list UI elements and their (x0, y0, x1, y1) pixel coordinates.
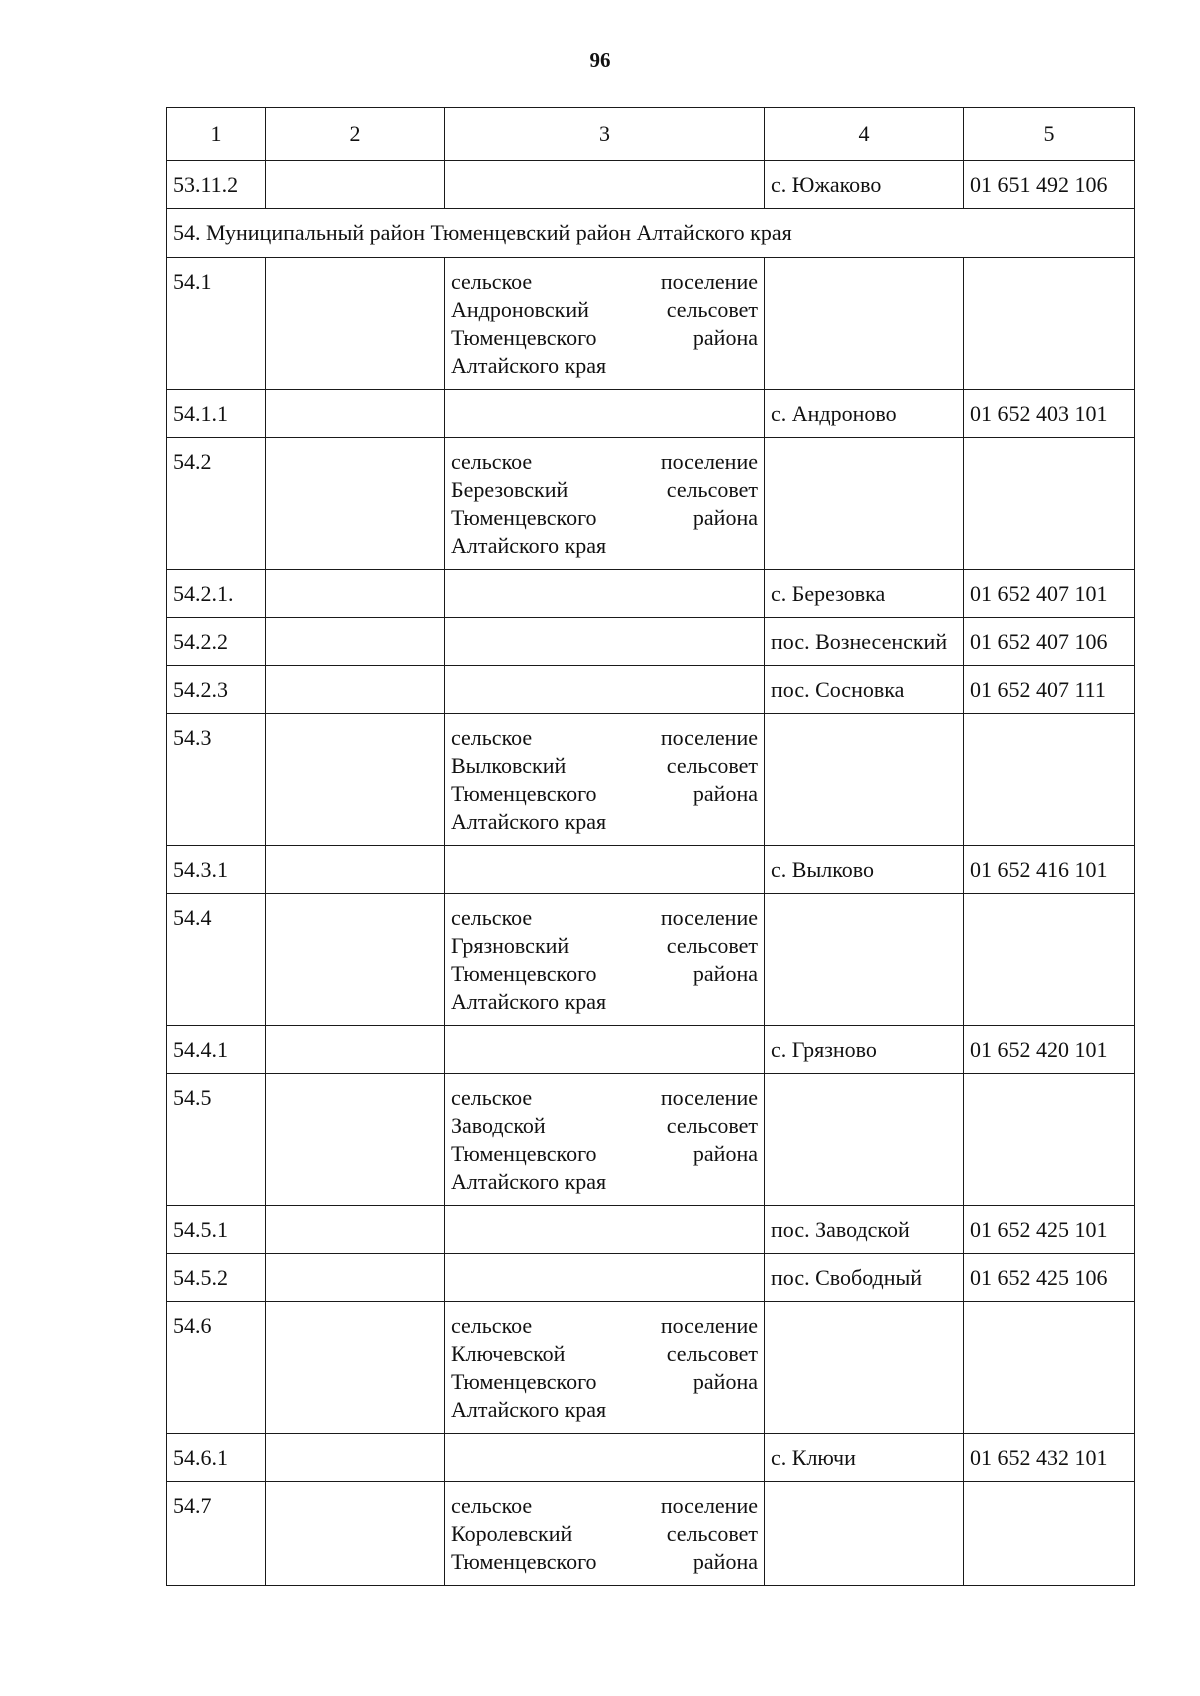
row-okato-code: 01 652 407 106 (964, 618, 1135, 666)
settlement-name-line: Алтайского края (451, 1397, 607, 1422)
row-column-2 (266, 438, 445, 570)
settlement-name-line: Тюменцевского района (451, 505, 758, 530)
row-okato-code: 01 652 432 101 (964, 1434, 1135, 1482)
settlement-name-line: сельское поселение (451, 905, 758, 930)
row-locality: с. Грязново (765, 1026, 964, 1074)
settlement-name-line: Ключевской сельсовет (451, 1341, 758, 1366)
row-column-2 (266, 1254, 445, 1302)
table-row (167, 1482, 1135, 1586)
row-column-2 (266, 1074, 445, 1206)
row-okato-code: 01 652 416 101 (964, 846, 1135, 894)
row-locality: с. Ключи (765, 1434, 964, 1482)
settlement-name-line: Алтайского края (451, 809, 607, 834)
settlement-name-line: Тюменцевского района (451, 781, 758, 806)
district-heading-row (167, 209, 1135, 258)
row-settlement-name (445, 1482, 765, 1586)
row-settlement-name (445, 846, 765, 894)
table-row (167, 258, 1135, 390)
row-settlement-name (445, 570, 765, 618)
row-settlement-name (445, 1254, 765, 1302)
row-okato-code (964, 1302, 1135, 1434)
row-code: 54.4.1 (167, 1026, 266, 1074)
table-header-row (167, 108, 1135, 161)
settlement-name-line: Королевский сельсовет (451, 1521, 758, 1546)
row-okato-code (964, 438, 1135, 570)
row-column-2 (266, 1206, 445, 1254)
table-row (167, 1254, 1135, 1302)
row-column-2 (266, 1482, 445, 1586)
settlement-name-line: Тюменцевского района (451, 961, 758, 986)
settlement-name-line: сельское поселение (451, 1493, 758, 1518)
table-row (167, 161, 1135, 209)
table-row (167, 570, 1135, 618)
row-code: 53.11.2 (167, 161, 266, 209)
row-code: 54.3 (167, 714, 266, 846)
row-column-2 (266, 894, 445, 1026)
settlement-name-line: Заводской сельсовет (451, 1113, 758, 1138)
settlement-name-line: Алтайского края (451, 533, 607, 558)
row-column-2 (266, 570, 445, 618)
settlement-name-line: Алтайского края (451, 1169, 607, 1194)
row-settlement-name (445, 1074, 765, 1206)
row-okato-code: 01 651 492 106 (964, 161, 1135, 209)
table-row (167, 846, 1135, 894)
row-code: 54.2 (167, 438, 266, 570)
row-locality: с. Вылково (765, 846, 964, 894)
row-locality (765, 894, 964, 1026)
table-row (167, 894, 1135, 1026)
table-row (167, 1026, 1135, 1074)
row-locality (765, 1482, 964, 1586)
row-locality: пос. Вознесенский (765, 618, 964, 666)
row-locality (765, 1074, 964, 1206)
row-okato-code: 01 652 425 106 (964, 1254, 1135, 1302)
row-settlement-name (445, 438, 765, 570)
row-column-2 (266, 1026, 445, 1074)
table-row (167, 438, 1135, 570)
row-okato-code (964, 894, 1135, 1026)
row-column-2 (266, 714, 445, 846)
settlement-name-line: Вылковский сельсовет (451, 753, 758, 778)
row-code: 54.1.1 (167, 390, 266, 438)
settlement-name-line: Березовский сельсовет (451, 477, 758, 502)
table-row (167, 1206, 1135, 1254)
column-number-4: 4 (765, 108, 964, 161)
row-okato-code (964, 1482, 1135, 1586)
settlement-name-line: Алтайского края (451, 989, 607, 1014)
row-column-2 (266, 390, 445, 438)
row-settlement-name (445, 894, 765, 1026)
row-code: 54.2.2 (167, 618, 266, 666)
row-settlement-name (445, 1302, 765, 1434)
row-code: 54.1 (167, 258, 266, 390)
settlement-name-line: Грязновский сельсовет (451, 933, 758, 958)
settlement-name-line: Тюменцевского района (451, 1369, 758, 1394)
table-row (167, 666, 1135, 714)
row-settlement-name (445, 666, 765, 714)
row-code: 54.7 (167, 1482, 266, 1586)
table-row (167, 1074, 1135, 1206)
row-column-2 (266, 1302, 445, 1434)
row-locality (765, 438, 964, 570)
table-row (167, 618, 1135, 666)
row-code: 54.3.1 (167, 846, 266, 894)
row-okato-code: 01 652 420 101 (964, 1026, 1135, 1074)
row-settlement-name (445, 1206, 765, 1254)
row-code: 54.5 (167, 1074, 266, 1206)
row-locality: с. Андроново (765, 390, 964, 438)
row-okato-code: 01 652 407 111 (964, 666, 1135, 714)
row-okato-code: 01 652 425 101 (964, 1206, 1135, 1254)
settlement-name-line: Тюменцевского района (451, 1141, 758, 1166)
row-locality: с. Березовка (765, 570, 964, 618)
row-column-2 (266, 258, 445, 390)
table-row (167, 1434, 1135, 1482)
row-locality (765, 714, 964, 846)
table-row (167, 714, 1135, 846)
row-column-2 (266, 846, 445, 894)
row-locality (765, 258, 964, 390)
row-settlement-name (445, 390, 765, 438)
row-okato-code: 01 652 403 101 (964, 390, 1135, 438)
settlement-name-line: сельское поселение (451, 1085, 758, 1110)
row-settlement-name (445, 618, 765, 666)
settlement-name-line: Тюменцевского района (451, 1549, 758, 1574)
settlement-name-line: Алтайского края (451, 353, 607, 378)
page-number: 96 (589, 48, 611, 72)
row-column-2 (266, 1434, 445, 1482)
column-number-5: 5 (964, 108, 1135, 161)
settlement-name-line: сельское поселение (451, 269, 758, 294)
table-row (167, 390, 1135, 438)
row-locality: с. Южаково (765, 161, 964, 209)
table-row (167, 1302, 1135, 1434)
row-code: 54.2.3 (167, 666, 266, 714)
row-settlement-name (445, 161, 765, 209)
row-settlement-name (445, 1026, 765, 1074)
row-code: 54.5.1 (167, 1206, 266, 1254)
row-column-2 (266, 666, 445, 714)
column-number-1: 1 (167, 108, 266, 161)
row-settlement-name (445, 1434, 765, 1482)
row-locality: пос. Свободный (765, 1254, 964, 1302)
settlement-registry-table (166, 107, 1135, 1586)
row-okato-code (964, 714, 1135, 846)
row-code: 54.5.2 (167, 1254, 266, 1302)
row-locality (765, 1302, 964, 1434)
row-okato-code (964, 258, 1135, 390)
row-column-2 (266, 618, 445, 666)
district-heading: 54. Муниципальный район Тюменцевский район Алтайского края (167, 209, 1135, 258)
row-okato-code: 01 652 407 101 (964, 570, 1135, 618)
settlement-name-line: Тюменцевского района (451, 325, 758, 350)
table-body (167, 108, 1135, 1586)
row-settlement-name (445, 714, 765, 846)
row-code: 54.2.1. (167, 570, 266, 618)
row-column-2 (266, 161, 445, 209)
column-number-2: 2 (266, 108, 445, 161)
row-code: 54.6 (167, 1302, 266, 1434)
settlement-name-line: сельское поселение (451, 449, 758, 474)
row-settlement-name (445, 258, 765, 390)
row-code: 54.6.1 (167, 1434, 266, 1482)
settlement-name-line: сельское поселение (451, 725, 758, 750)
row-okato-code (964, 1074, 1135, 1206)
row-locality: пос. Заводской (765, 1206, 964, 1254)
settlement-name-line: Андроновский сельсовет (451, 297, 758, 322)
row-locality: пос. Сосновка (765, 666, 964, 714)
row-code: 54.4 (167, 894, 266, 1026)
settlement-name-line: сельское поселение (451, 1313, 758, 1338)
column-number-3: 3 (445, 108, 765, 161)
